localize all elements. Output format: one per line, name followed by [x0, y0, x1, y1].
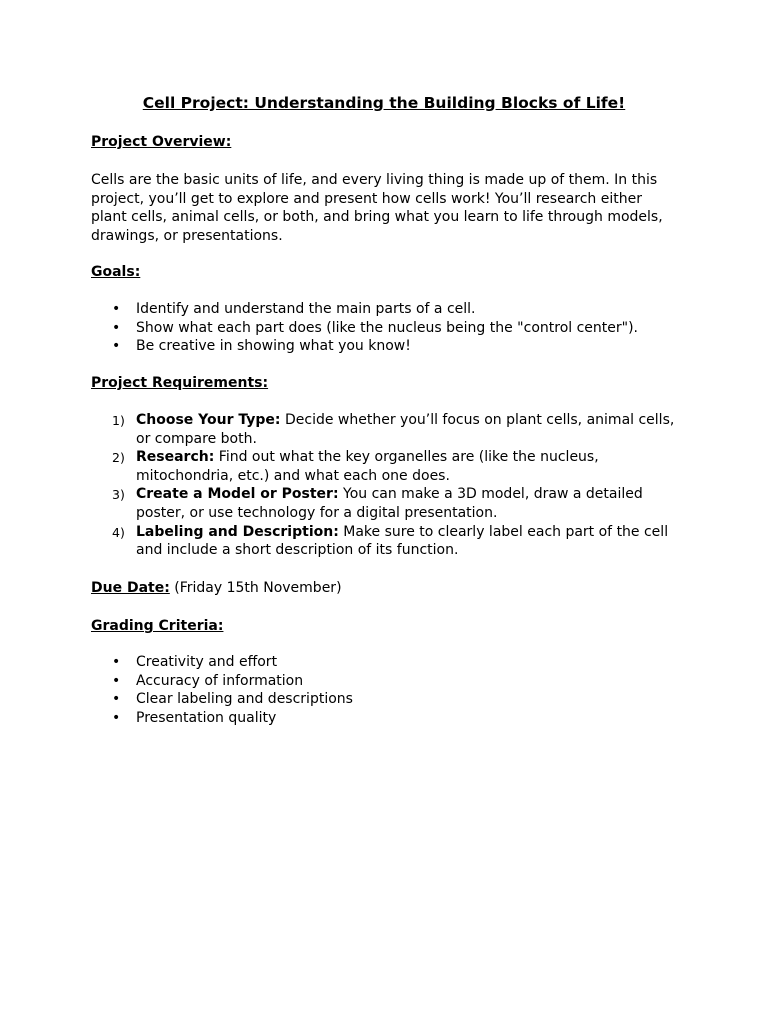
list-item-text: Creativity and effort: [136, 654, 278, 670]
list-item-text: Be creative in showing what you know!: [136, 338, 411, 355]
grading-heading: Grading Criteria:: [91, 618, 224, 634]
list-item-text: Presentation quality: [136, 709, 277, 726]
overview-paragraph: Cells are the basic units of life, and every living thing is made up of them. In this project, you’ll get to explore and present how cells work! You’ll research either plant cells, animal cells, or both, and bring what you learn to life through models, drawings, or presentations.: [91, 172, 663, 244]
list-item: [91, 485, 681, 522]
requirements-list: [91, 411, 681, 560]
list-item: [91, 690, 691, 709]
grading-list: [91, 653, 691, 727]
requirement-label: Labeling and Description:: [136, 523, 339, 540]
due-date-line: [91, 579, 691, 598]
bullet-glyph: •: [112, 672, 121, 689]
list-item: [91, 337, 691, 356]
requirement-text: Find out what the key organelles are (like the nucleus, mitochondria, etc.) and what each one does.: [136, 449, 599, 484]
requirement-label: Research:: [136, 449, 215, 466]
list-number: 3): [112, 487, 125, 503]
requirements-heading: Project Requirements:: [91, 375, 269, 391]
goals-list: [91, 300, 691, 356]
bullet-glyph: •: [112, 654, 121, 670]
bullet-glyph: •: [112, 709, 121, 726]
list-item-text: Show what each part does (like the nucleus being the "control center").: [136, 319, 638, 336]
requirement-label: Choose Your Type:: [136, 412, 281, 428]
list-item: [91, 653, 691, 672]
list-item: [91, 523, 681, 560]
bullet-glyph: •: [112, 301, 121, 317]
bullet-glyph: •: [112, 691, 121, 708]
list-item: [91, 448, 681, 485]
list-number: 2): [112, 450, 125, 466]
list-item-text: Accuracy of information: [136, 672, 304, 689]
list-item: [91, 411, 681, 448]
bullet-glyph: •: [112, 319, 121, 336]
list-item: [91, 709, 691, 728]
requirement-text: You can make a 3D model, draw a detailed poster, or use technology for a digital presentation.: [136, 486, 643, 521]
list-number: 4): [112, 524, 125, 540]
due-date-value: (Friday 15th November): [169, 580, 342, 596]
list-item: [91, 300, 691, 319]
requirement-text: Decide whether you’ll focus on plant cells, animal cells, or compare both.: [136, 412, 675, 447]
list-item: [91, 672, 691, 691]
list-number: 1): [112, 413, 125, 428]
list-item-text: Identify and understand the main parts of a cell.: [136, 301, 476, 317]
due-date-heading: Due Date:: [91, 580, 170, 596]
list-item: [91, 319, 691, 338]
requirement-text: Make sure to clearly label each part of the cell and include a short description of its function.: [136, 523, 669, 559]
overview-heading: Project Overview:: [91, 134, 232, 150]
bullet-glyph: •: [112, 338, 121, 355]
requirement-label: Create a Model or Poster:: [136, 486, 339, 503]
list-item-text: Clear labeling and descriptions: [136, 691, 353, 708]
goals-heading: Goals:: [91, 264, 141, 280]
document-title: Cell Project: Understanding the Building Blocks of Life!: [142, 94, 626, 112]
